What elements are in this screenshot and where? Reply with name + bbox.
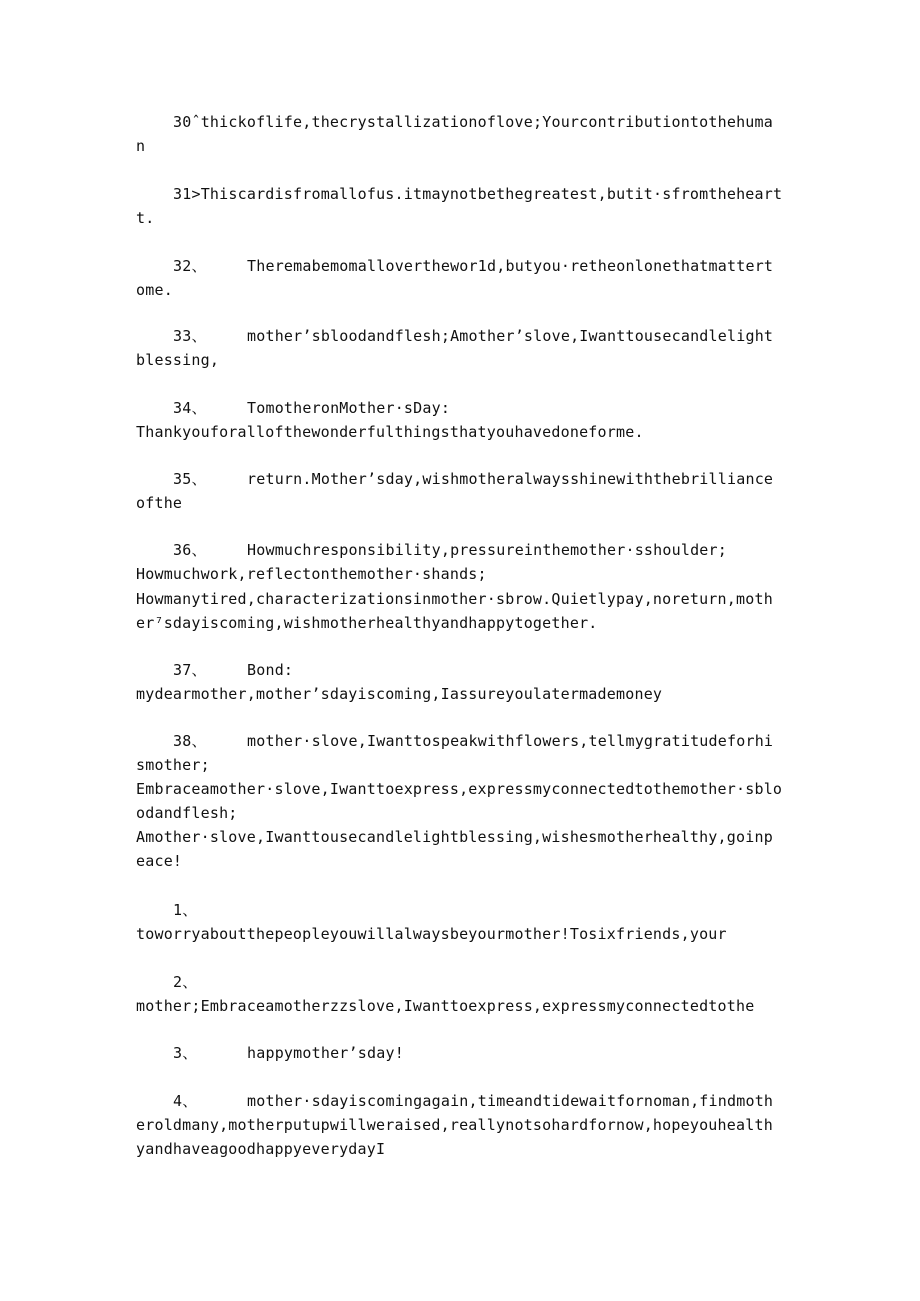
entry-36-line-4: er⁷sdayiscoming,wishmotherhealthyandhappytogether. (136, 614, 598, 632)
entry-number: 35、 (173, 470, 207, 488)
entry-38-line-2: smother; (136, 756, 210, 774)
entry-38-line-4: odandflesh; (136, 804, 238, 822)
entry-1-line-1: toworryaboutthepeopleyouwillalwaysbeyourmother!Tosixfriends,your (136, 925, 727, 943)
entry-38-line-6: eace! (136, 852, 183, 870)
entry-30-line-1: 30ˆthickoflife,thecrystallizationoflove;Yourcontributiontothehuma (173, 113, 773, 131)
entry-36-line-1: Howmuchresponsibility,pressureinthemother·sshoulder; (247, 541, 727, 559)
entry-31-line-1: 31>Thiscardisfromallofus.itmaynotbethegreatest,butit·sfromtheheart (173, 185, 783, 203)
entry-number: 2、 (173, 973, 198, 991)
entry-38-line-5: Amother·slove,Iwanttousecandlelightblessing,wishesmotherhealthy,goinp (136, 828, 773, 846)
entry-number: 34、 (173, 399, 207, 417)
entry-37-line-1: Bond: (247, 661, 294, 679)
entry-35-line-2: ofthe (136, 494, 183, 512)
entry-34-line-1: TomotheronMother·sDay: (247, 399, 451, 417)
entry-38-line-3: Embraceamother·slove,Iwanttoexpress,expressmyconnectedtothemother·sblo (136, 780, 783, 798)
entry-4-line-2: eroldmany,motherputupwillweraised,reallynotsohardfornow,hopeyouhealth (136, 1116, 773, 1134)
entry-35-line-1: return.Mother’sday,wishmotheralwaysshinewiththebrilliance (247, 470, 774, 488)
entry-36-line-2: Howmuchwork,reflectonthemother·shands; (136, 565, 487, 583)
entry-number: 32、 (173, 257, 207, 275)
entry-2-line-1: mother;Embraceamotherzzslove,Iwanttoexpress,expressmyconnectedtothe (136, 997, 755, 1015)
entry-33-line-2: blessing, (136, 351, 220, 369)
entry-36-line-3: Howmanytired,characterizationsinmother·sbrow.Quietlypay,noreturn,moth (136, 590, 773, 608)
entry-32-line-1: Theremabemomalloverthewor1d,butyou·retheonlonethatmattert (247, 257, 774, 275)
entry-3-line-1: happymother’sday! (247, 1044, 404, 1062)
entry-31-line-2: t. (136, 209, 155, 227)
entry-number: 33、 (173, 327, 207, 345)
entry-34-line-2: Thankyouforallofthewonderfulthingsthatyouhavedoneforme. (136, 423, 644, 441)
entry-4-line-1: mother·sdayiscomingagain,timeandtidewaitfornoman,findmoth (247, 1092, 774, 1110)
entry-number: 37、 (173, 661, 207, 679)
entry-30-line-2: n (136, 137, 146, 155)
entry-number: 36、 (173, 541, 207, 559)
entry-37-line-2: mydearmother,mother’sdayiscoming,Iassureyoulatermademoney (136, 685, 663, 703)
entry-32-line-2: ome. (136, 281, 173, 299)
entry-number: 3、 (173, 1044, 198, 1062)
entry-4-line-3: yandhaveagoodhappyeverydayI (136, 1140, 386, 1158)
entry-33-line-1: mother’sbloodandflesh;Amother’slove,Iwanttousecandlelight (247, 327, 774, 345)
entry-number: 4、 (173, 1092, 198, 1110)
entry-number: 38、 (173, 732, 207, 750)
entry-38-line-1: mother·slove,Iwanttospeakwithflowers,tellmygratitudeforhi (247, 732, 774, 750)
entry-number: 1、 (173, 901, 198, 919)
